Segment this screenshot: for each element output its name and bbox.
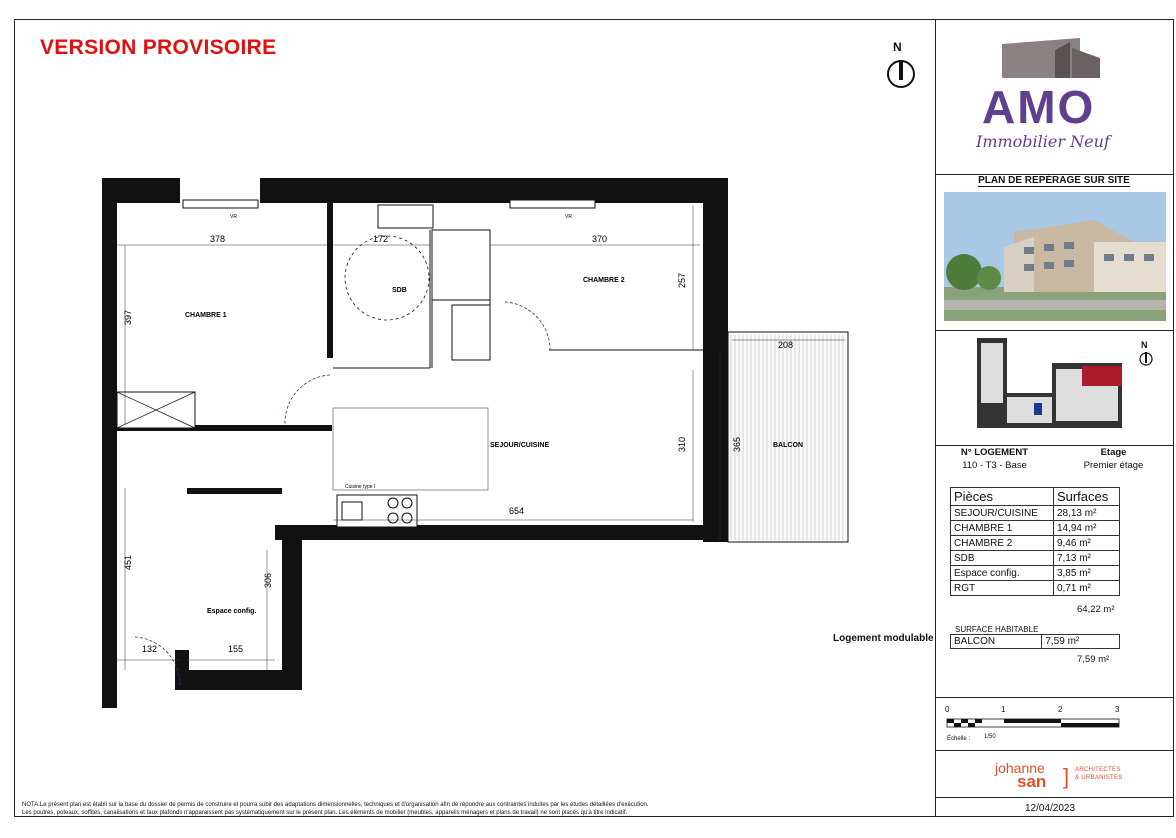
north-arrow-small-icon xyxy=(1138,340,1154,368)
window-label-vr2: VR xyxy=(565,214,572,220)
floor-value: Premier étage xyxy=(1083,460,1144,471)
scale-tick: 2 xyxy=(1058,705,1063,714)
scale-label: Échelle : xyxy=(947,736,971,742)
plan-date: 12/04/2023 xyxy=(1025,803,1076,814)
surface-row: CHAMBRE 1 14,94 m² xyxy=(951,521,1120,536)
lot-number-header: N° LOGEMENT xyxy=(960,447,1029,458)
surface-row: Espace config. 3,85 m² xyxy=(951,566,1120,581)
surface-row: RGT 0,71 m² xyxy=(951,581,1120,596)
balcony-value: 7,59 m² xyxy=(1042,635,1120,649)
dim-310: 310 xyxy=(677,436,687,452)
architect-tag-1: ARCHITECTES xyxy=(1075,767,1121,773)
building-photo xyxy=(944,192,1166,321)
dim-654: 654 xyxy=(509,506,525,516)
balcony-total: 7,59 m² xyxy=(1077,654,1110,665)
room-label-balcon: BALCON xyxy=(773,442,803,449)
room-label-espace: Espace config. xyxy=(207,608,257,615)
dim-378: 378 xyxy=(210,234,226,244)
architect-name-2: san xyxy=(1017,772,1047,791)
room-label-sdb: SDB xyxy=(392,287,407,294)
surface-row: SEJOUR/CUISINE 28,13 m² xyxy=(951,506,1120,521)
room-label-chambre1: CHAMBRE 1 xyxy=(185,312,227,319)
logo-subtitle: Immobilier Neuf xyxy=(976,132,1110,151)
disclaimer-note: NOTA:Le présent plan est établi sur la base du dossier de permis de construire et pourra subir des adaptations dimensionnelles, techniques et d'organisation afin de répondre aux contraintes induites par les études détaillées d'exécution. Les poutres, poteaux, soffites, canalisations et faux plafonds n'apparaissent pas systématiquement sur le présent plan. Les éléments de mobilier (meubles, appareils ménagers et plans de travail) ne sont placés qu'à titre indicatif. xyxy=(22,802,649,816)
scale-tick: 0 xyxy=(945,705,950,714)
kitchen-label: Cuisine type I xyxy=(345,484,376,490)
surface-row: CHAMBRE 2 9,46 m² xyxy=(951,536,1120,551)
scale-bar xyxy=(944,705,1124,755)
modulable-label: Logement modulable xyxy=(833,633,934,644)
lot-info xyxy=(935,446,1173,472)
north-arrow-icon xyxy=(884,40,918,94)
floor-plan xyxy=(95,170,865,715)
amo-logo xyxy=(970,36,1120,156)
room-label-chambre2: CHAMBRE 2 xyxy=(583,277,625,284)
room-label-sejour: SEJOUR/CUISINE xyxy=(490,442,550,449)
walls xyxy=(102,178,728,708)
dim-155: 155 xyxy=(228,644,244,654)
dim-172: 172 xyxy=(373,234,389,244)
scale-tick: 1 xyxy=(1001,705,1006,714)
architect-bracket: ] xyxy=(1063,764,1070,789)
balcony-table xyxy=(950,634,1120,649)
site-plan-title: PLAN DE REPÉRAGE SUR SITE xyxy=(978,175,1130,186)
dim-370: 370 xyxy=(592,234,608,244)
north-small-label: N xyxy=(1141,340,1148,350)
architect-name-1: johanne xyxy=(995,760,1045,776)
surface-row: SDB 7,13 m² xyxy=(951,551,1120,566)
dim-451: 451 xyxy=(123,554,133,570)
surface-table xyxy=(950,487,1120,596)
pieces-header: Pièces xyxy=(951,488,1054,506)
habitable-label: SURFACE HABITABLE xyxy=(955,625,1039,634)
dim-365: 365 xyxy=(732,436,742,452)
lot-number-value: 110 - T3 - Base xyxy=(962,460,1027,471)
surfaces-header: Surfaces xyxy=(1053,488,1119,506)
architect-tag-2: & URBANISTES xyxy=(1075,775,1123,781)
scale-ratio: 1/50 xyxy=(984,734,996,740)
architect-logo xyxy=(995,760,1155,792)
building-key-plan xyxy=(972,333,1132,437)
balcony-name: BALCON xyxy=(951,635,1042,649)
dim-132: 132 xyxy=(142,644,158,654)
window-label-vr1: VR xyxy=(230,214,237,220)
dim-306: 306 xyxy=(263,572,273,588)
dim-257: 257 xyxy=(677,272,687,288)
north-label: N xyxy=(893,40,902,54)
dim-208: 208 xyxy=(778,340,794,350)
dim-397: 397 xyxy=(123,309,133,325)
version-label: VERSION PROVISOIRE xyxy=(40,36,277,59)
surface-total: 64,22 m² xyxy=(1077,604,1115,615)
logo-brand: AMO xyxy=(982,81,1096,133)
divider xyxy=(935,697,1173,698)
scale-tick: 3 xyxy=(1115,705,1120,714)
divider xyxy=(935,797,1173,798)
floor-header: Etage xyxy=(1100,447,1127,458)
divider xyxy=(935,330,1173,331)
